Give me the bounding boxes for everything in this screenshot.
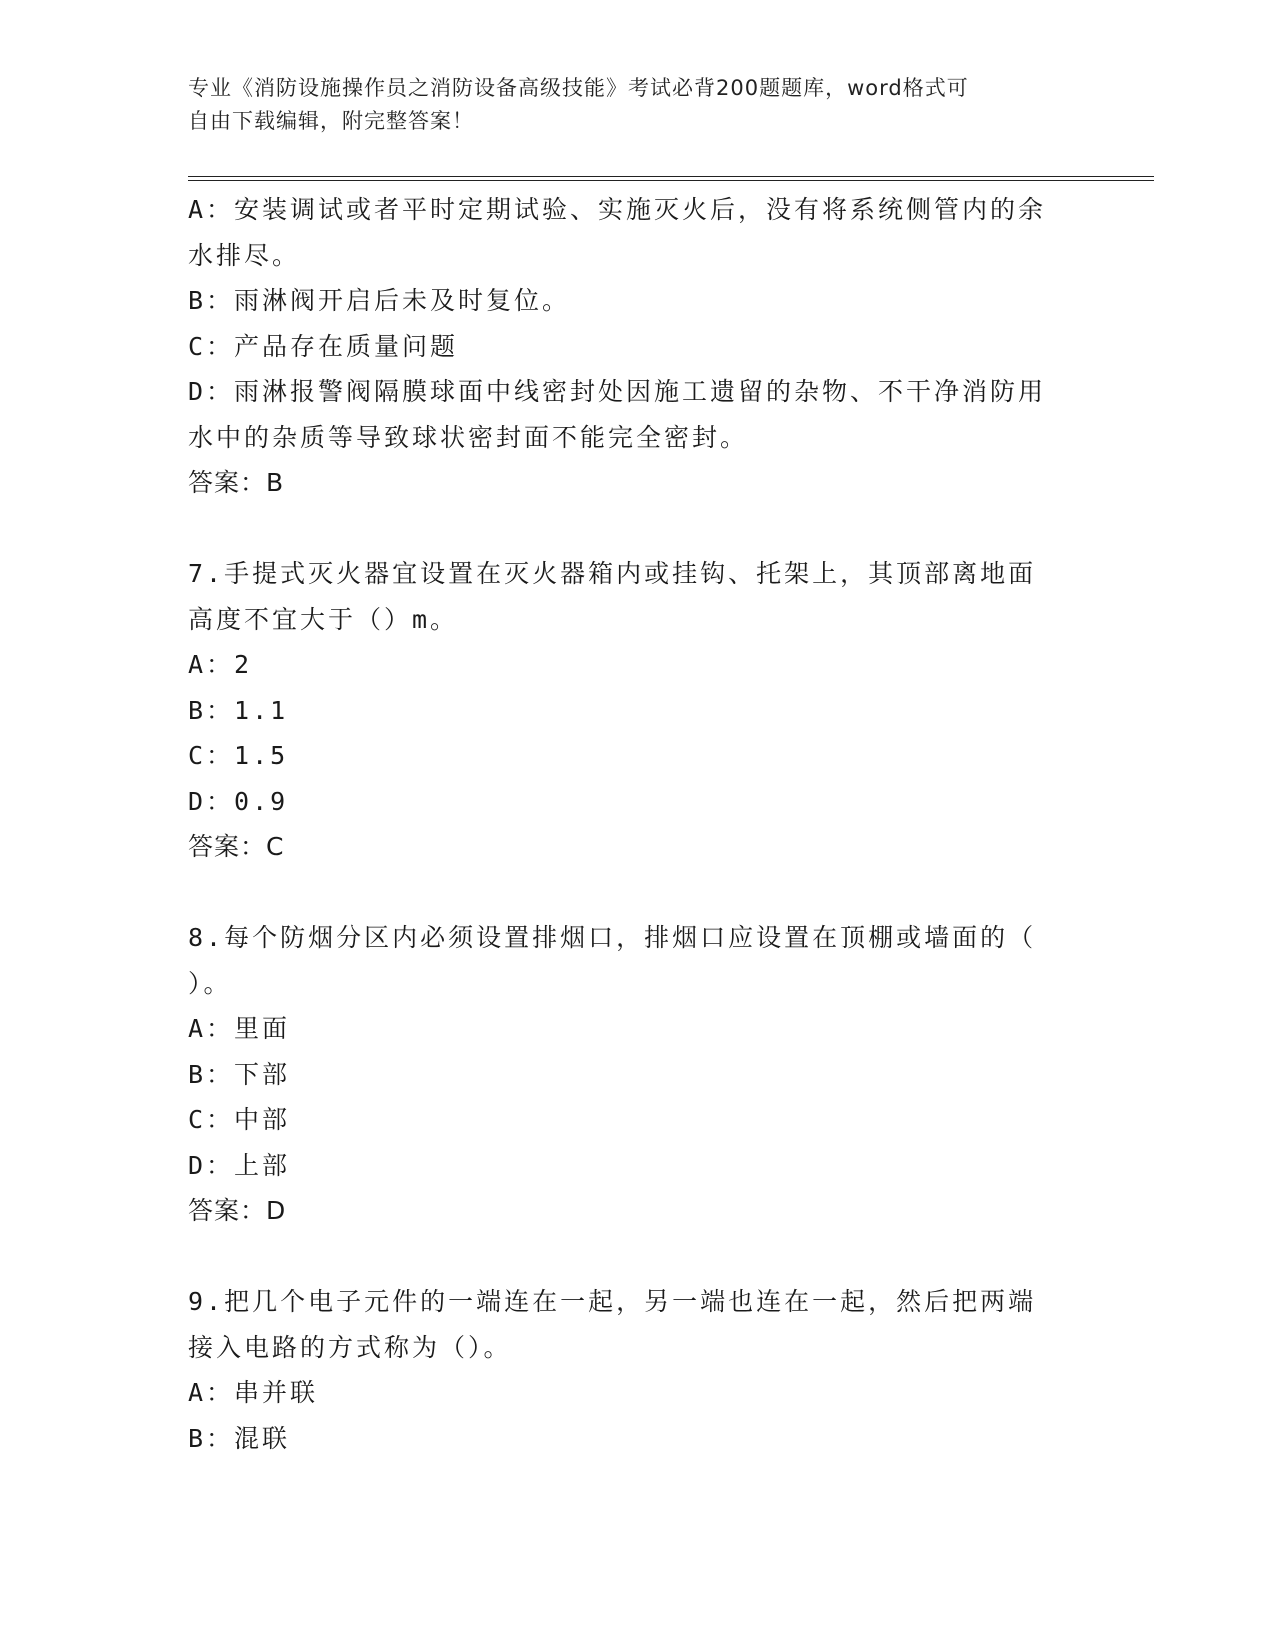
option-b: B：1.1 (188, 695, 289, 725)
question-stem-line-1: 9.把几个电子元件的一端连在一起，另一端也连在一起，然后把两端 (188, 1287, 1037, 1316)
question-stem-line-2: 接入电路的方式称为（）。 (188, 1332, 512, 1362)
option-a: A：串并联 (188, 1378, 319, 1407)
option-c: C：1.5 (188, 741, 289, 770)
option-b: B：混联 (188, 1423, 291, 1453)
option-d-line-1: D：雨淋报警阀隔膜球面中线密封处因施工遗留的杂物、不干净消防用 (188, 377, 1047, 406)
question-stem-line-1: 8.每个防烟分区内必须设置排烟口，排烟口应设置在顶棚或墙面的（ (188, 923, 1037, 952)
option-d: D：0.9 (188, 786, 289, 816)
question-9 (188, 1279, 1088, 1461)
option-d: D：上部 (188, 1150, 291, 1180)
option-b: B：雨淋阀开启后未及时复位。 (188, 286, 571, 315)
header-rule-top (188, 176, 1154, 177)
spacer (188, 1234, 1088, 1280)
question-8 (188, 915, 1088, 1234)
header-line-1: 专业《消防设施操作员之消防设备高级技能》考试必背200题题库，word格式可 (188, 76, 969, 100)
option-a-line-1: A：安装调试或者平时定期试验、实施灭火后，没有将系统侧管内的余 (188, 195, 1047, 224)
question-7 (188, 551, 1088, 870)
option-c: C：中部 (188, 1105, 291, 1134)
option-d-line-2: 水中的杂质等导致球状密封面不能完全密封。 (188, 422, 749, 452)
answer: 答案：D (188, 1196, 287, 1225)
option-c: C：产品存在质量问题 (188, 331, 459, 361)
question-stem-line-2: 高度不宜大于（）m。 (188, 604, 459, 634)
answer: 答案：B (188, 468, 285, 497)
spacer (188, 870, 1088, 916)
option-a-line-2: 水排尽。 (188, 240, 301, 270)
question-stem-line-1: 7.手提式灭火器宜设置在灭火器箱内或挂钩、托架上，其顶部离地面 (188, 559, 1037, 588)
question-6-continued (188, 187, 1088, 506)
option-b: B：下部 (188, 1059, 291, 1089)
option-a: A：里面 (188, 1014, 291, 1043)
header-rule-bottom (188, 180, 1154, 181)
answer: 答案：C (188, 832, 285, 861)
question-stem-line-2: ）。 (188, 968, 232, 998)
spacer (188, 506, 1088, 552)
header-line-2: 自由下载编辑，附完整答案！ (188, 109, 474, 133)
document-header (188, 72, 1088, 138)
option-a: A：2 (188, 650, 253, 679)
document-body (188, 187, 1088, 1461)
